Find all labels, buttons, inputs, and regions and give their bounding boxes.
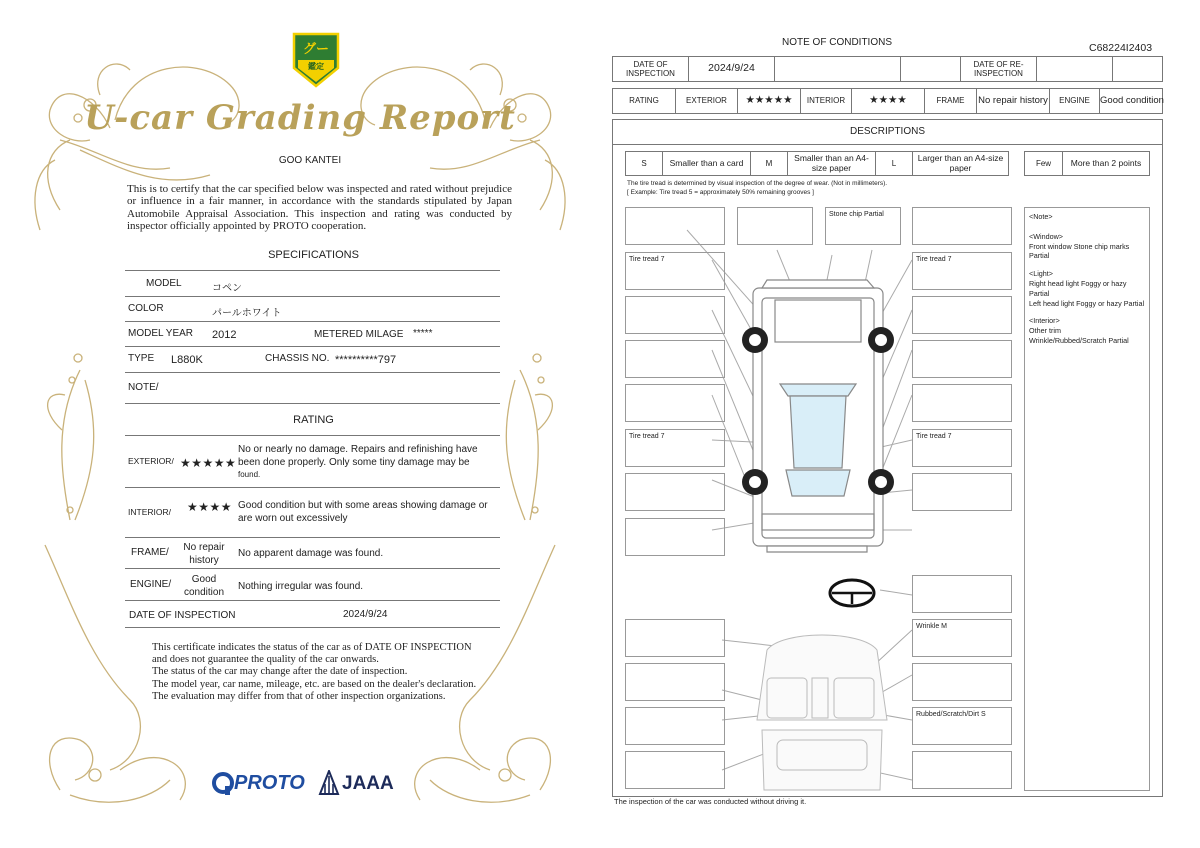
- model-value: コペン: [212, 283, 242, 294]
- date-of-inspection-label: DATE OF INSPECTION: [129, 610, 236, 621]
- exterior-header: EXTERIOR: [676, 89, 738, 113]
- jaaa-mark-icon: [318, 770, 340, 796]
- frame-description: No apparent damage was found.: [238, 548, 384, 559]
- specifications-heading: SPECIFICATIONS: [268, 249, 359, 261]
- legend-few-desc: More than 2 points: [1070, 157, 1142, 168]
- size-legend: [625, 151, 1009, 176]
- certificate-footer-text: This certificate indicates the status of the car as of DATE OF INSPECTION and does not guarantee the quality of the car onwards. The status of the car may change after the date of inspection. The model year, car name, mileage, etc. are based on the dealer's declaration. The evaluation may differ from that of other inspection organizations.: [152, 642, 477, 702]
- engine-value: Good condition: [183, 574, 225, 598]
- legend-s: S: [626, 152, 663, 175]
- report-subtitle: GOO KANTEI: [278, 155, 342, 166]
- rating-heading: RATING: [293, 414, 334, 426]
- tire-rl-box: Tire tread 7: [625, 429, 725, 467]
- rubbed-box: Rubbed/Scratch/Dirt S: [912, 707, 1012, 745]
- interior-label: INTERIOR/: [128, 507, 171, 517]
- certificate-text: This is to certify that the car specified below was inspected and rated without prejudice or influence in a fair manner, in accordance with the standards stipulated by Japan Automobile Appraisal Association. This inspection and rating was conducted by inspector officially appointed by PROTO cooperation.: [127, 183, 512, 233]
- interior-description: Good condition but with some areas showing damage or are worn out excessively: [238, 500, 488, 524]
- engine-value-cell: Good condition: [1100, 95, 1164, 107]
- color-label: COLOR: [128, 303, 164, 314]
- tire-rr-box: Tire tread 7: [912, 429, 1012, 467]
- mileage-value: *****: [413, 328, 433, 339]
- stone-chip-box: Stone chip Partial: [825, 207, 901, 245]
- badge-top-text: グー: [302, 41, 329, 56]
- note-of-conditions-title: NOTE OF CONDITIONS: [782, 37, 892, 48]
- legend-l-desc: Larger than an A4-size paper: [917, 153, 1004, 173]
- proto-logo-text: PROTO: [234, 772, 305, 794]
- legend-l: L: [876, 152, 913, 175]
- exterior-stars: ★★★★★: [180, 456, 237, 470]
- chassis-value: **********797: [335, 354, 397, 366]
- type-label: TYPE: [128, 353, 155, 364]
- frame-header: FRAME: [925, 89, 977, 113]
- tire-fl-box: Tire tread 7: [625, 252, 725, 290]
- date-of-inspection-header: DATE OF INSPECTION: [613, 57, 689, 81]
- report-code: C68224I2403: [1089, 42, 1153, 54]
- legend-few: Few: [1025, 152, 1063, 175]
- inspection-date-row: [612, 56, 1163, 82]
- legend-m: M: [751, 152, 788, 175]
- model-label: MODEL: [146, 278, 182, 289]
- exterior-description: No or nearly no damage. Repairs and refinishing have been done properly. Only some tiny damage may be found.: [238, 444, 478, 479]
- tire-fr-box: Tire tread 7: [912, 252, 1012, 290]
- exterior-stars-cell: ★★★★★: [738, 89, 801, 113]
- exterior-label: EXTERIOR/: [128, 456, 174, 466]
- frame-label: FRAME/: [131, 547, 169, 558]
- model-year-value: 2012: [212, 329, 237, 341]
- wrinkle-box: Wrinkle M: [912, 619, 1012, 657]
- rating-row: [612, 88, 1163, 114]
- mileage-label: METERED MILAGE: [314, 329, 404, 340]
- type-value: L880K: [171, 354, 203, 366]
- note-label: NOTE/: [128, 382, 159, 393]
- legend-m-desc: Smaller than an A4-size paper: [788, 152, 876, 175]
- tire-tread-note: The tire tread is determined by visual inspection of the degree of wear. (Not in millimeters). [ Example: Tire tread 5 = approximately 50% remaining grooves ]: [627, 180, 888, 196]
- color-value: パールホワイト: [212, 308, 282, 319]
- interior-stars: ★★★★: [187, 500, 233, 514]
- interior-stars-cell: ★★★★: [852, 89, 925, 113]
- re-inspection-header: DATE OF RE-INSPECTION: [961, 57, 1037, 81]
- badge-bottom-text: 鑑定: [308, 62, 324, 71]
- chassis-label: CHASSIS NO.: [265, 353, 330, 364]
- date-of-inspection-cell: 2024/9/24: [689, 57, 775, 81]
- frame-value-cell: No repair history: [977, 89, 1050, 113]
- engine-header: ENGINE: [1050, 89, 1100, 113]
- interior-header: INTERIOR: [801, 89, 852, 113]
- legend-s-desc: Smaller than a card: [663, 152, 751, 175]
- notes-panel: <Note> <Window> Front window Stone chip marks Partial <Light> Right head light Foggy or hazy Partial Left head light Foggy or hazy Partial <Interior> Other trim Wrinkle/Rubbed/Scratch Partial: [1024, 207, 1150, 791]
- frame-value: No repair history: [183, 542, 225, 566]
- few-legend: [1024, 151, 1150, 176]
- report-title: U-car Grading Report: [84, 98, 516, 138]
- steering-wheel-icon: [830, 580, 874, 606]
- goo-kantei-badge-icon: [290, 30, 342, 90]
- engine-label: ENGINE/: [130, 579, 172, 590]
- engine-description: Nothing irregular was found.: [238, 581, 364, 592]
- proto-mark-icon: [212, 772, 234, 796]
- model-year-label: MODEL YEAR: [128, 328, 194, 339]
- jaaa-logo-text: JAAA: [342, 773, 394, 794]
- date-of-inspection-value: 2024/9/24: [343, 609, 388, 620]
- inspection-footer-note: The inspection of the car was conducted without driving it.: [614, 797, 807, 806]
- rating-header: RATING: [613, 89, 676, 113]
- descriptions-heading: DESCRIPTIONS: [849, 126, 925, 137]
